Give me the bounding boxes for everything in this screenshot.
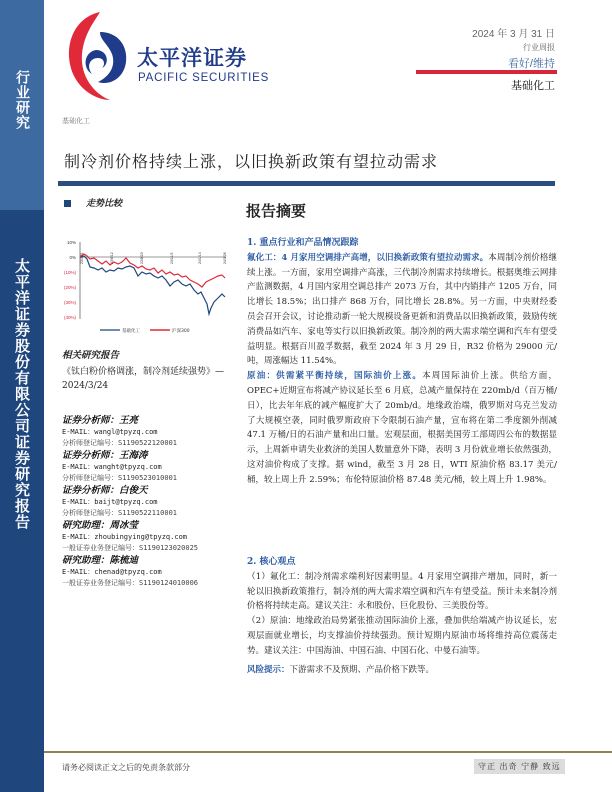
- rating-label: 看好/维持: [507, 58, 555, 70]
- company-logo: [60, 10, 310, 102]
- sidebar-category-label: 行业研究: [14, 70, 30, 130]
- analyst-entry: [62, 449, 240, 484]
- analyst-registration: 分析师登记编号：S1190523010001: [62, 474, 178, 482]
- paragraph-body: 本周制冷剂价格继续上涨。一方面，家用空调排产高涨，三代制冷剂需求持续增长。根据奥维云网排产监测数据，4 月国内家用空调总排产 2073 万台，其中内销排产 1205 万台，同比增长 18.5%；出口排产 868 万台，同比增长 28.8%。另一方面，中央财经委员会召开会议，讨论推动新一轮大规模设备更新和消费品以旧换新政策，鼓励传统消费品如汽车、家电等实行以旧换新政策。制冷剂的两大需求端空调和汽车有望受益明显。根据百川盈孚数据，截至 2024 年 3 月 29 日，R32 价格为 29000 元/吨，周涨幅达 11.54%。: [247, 252, 557, 367]
- footer-divider: [44, 751, 612, 753]
- related-report-link[interactable]: 《钛白粉价格调涨，制冷剂延续强势》—2024/3/24: [62, 367, 225, 391]
- related-reports-title: 相关研究报告: [62, 350, 120, 361]
- y-tick: (10%): [63, 270, 76, 275]
- analyst-name: 证券分析师：王海涛: [62, 450, 148, 461]
- analyst-registration: 一般证券业务登记编号：S1190124010006: [62, 579, 199, 587]
- footer-motto: 守正 出奇 宁静 致远: [474, 759, 565, 774]
- report-date: 2024 年 3 月 31 日: [472, 29, 555, 40]
- paragraph-lead: 氟化工：4 月家用空调排产高增，以旧换新政策有望拉动需求。: [247, 252, 489, 263]
- report-type: 行业周报: [523, 43, 555, 52]
- analyst-registration: 分析师登记编号：S1190522110001: [62, 509, 178, 517]
- risk-lead: 风险提示：: [247, 664, 290, 675]
- paragraph-lead: 原油：供需紧平衡持续，国际油价上涨。: [247, 371, 423, 382]
- y-tick: 0%: [69, 255, 76, 260]
- header-divider: [416, 70, 557, 74]
- analyst-name: 证券分析师：王亮: [62, 415, 139, 426]
- analyst-email[interactable]: E-MAIL：baijt@tpyzq.com: [62, 498, 158, 506]
- x-tick: 23/8/23: [140, 252, 144, 264]
- sector-label: 基础化工: [511, 79, 555, 92]
- breadcrumb: 基础化工: [62, 117, 90, 125]
- analyst-entry: [62, 484, 240, 519]
- legend-label-csi300: 沪深300: [172, 329, 190, 334]
- risk-body: 下游需求不及预期、产品价格下跌等。: [289, 664, 435, 675]
- y-tick: 10%: [66, 240, 76, 245]
- title-divider: [58, 181, 555, 186]
- series-csi300: [80, 254, 225, 287]
- page-title: 制冷剂价格持续上涨，以旧换新政策有望拉动需求: [64, 152, 439, 171]
- analyst-email[interactable]: E-MAIL：zhoubingying@tpyzq.com: [62, 533, 188, 541]
- section-heading: 1. 重点行业和产品情况跟踪: [247, 238, 359, 248]
- chart-legend: [60, 324, 240, 336]
- view-crude-oil: （2）原油：地缘政治局势紧张推动国际油价上涨，叠加供给端减产协议延长，宏观层面就业增长，均支撑油价持续强劲。预计短期内原油市场将维持高位震荡走势。建议关注：中国海油、中国石油、中国石化、中曼石油等。: [247, 616, 557, 656]
- logo-emblem-icon: [60, 10, 140, 102]
- legend-label-sector: 基础化工: [122, 329, 140, 334]
- analyst-name: 研究助理：陈梳迪: [62, 555, 139, 566]
- risk-warning: [247, 663, 557, 678]
- x-tick: 24/1/14: [198, 252, 202, 264]
- y-axis-labels: [64, 240, 77, 320]
- x-tick: 24/3/26: [223, 252, 227, 264]
- trend-chart: [60, 232, 240, 332]
- analyst-name: 证券分析师：白俊天: [62, 485, 148, 496]
- y-tick: (30%): [63, 300, 76, 305]
- brand-name-cn: 太平洋证券: [137, 46, 247, 70]
- paragraph-fluorochem: [247, 251, 557, 369]
- summary-section-1: [247, 236, 557, 488]
- section-heading: 2. 核心观点: [247, 557, 296, 567]
- brand-name-en: PACIFIC SECURITIES: [138, 72, 270, 84]
- footer-disclaimer: 请务必阅读正文之后的免责条款部分: [62, 763, 190, 772]
- x-tick: 23/6/12: [110, 252, 114, 264]
- paragraph-crude-oil: [247, 369, 557, 487]
- analyst-entry: [62, 414, 240, 449]
- sidebar-company-label: 太平洋证券股份有限公司证券研究报告: [13, 258, 31, 530]
- analyst-entry: [62, 519, 240, 554]
- summary-title: 报告摘要: [246, 202, 307, 220]
- analyst-entry: [62, 554, 240, 589]
- summary-section-2: [247, 555, 557, 677]
- analyst-email[interactable]: E-MAIL：wanght@tpyzq.com: [62, 463, 162, 471]
- x-tick: 23/3/31: [80, 252, 84, 264]
- y-tick: (20%): [63, 285, 76, 290]
- trend-title: 走势比较: [86, 199, 123, 209]
- analyst-registration: 一般证券业务登记编号：S1190123020025: [62, 544, 199, 552]
- y-tick: (40%): [63, 315, 76, 320]
- analyst-registration: 分析师登记编号：S1190522120001: [62, 439, 178, 447]
- x-axis-labels: [80, 252, 227, 264]
- square-bullet-icon: [64, 200, 71, 207]
- view-fluorochem: （1）氟化工：制冷剂需求端利好因素明显。4 月家用空调排产增加，同时，新一轮以旧换新政策推行，制冷剂的两大需求端空调和汽车有望受益。预计未来制冷剂价格将持续走高。建议关注：永和股份、巨化股份、三美股份等。: [247, 571, 557, 612]
- analyst-email[interactable]: E-MAIL：chenad@tpyzq.com: [62, 568, 162, 576]
- analyst-email[interactable]: E-MAIL：wangl@tpyzq.com: [62, 428, 158, 436]
- paragraph-body: 本周国际油价上涨。供给方面，OPEC+近期宣布将减产协议延长至 6 月底，总减产量保持在 220mb/d（百万桶/日），比去年年底的减产幅度扩大了 20mb/d。地缘政治端，俄罗斯对乌克兰发动了大规模空袭，同时俄罗斯政府下令限制石油产量，宣布将在第二季度额外削减 47.1 万桶/日的石油产量和出口量。宏观层面，根据美国劳工部周四公布的数据显示，上周新申请失业救济的美国人数量意外下降，表明 3 月份就业增长依然强劲，这对油价构成了支撑。据 wind，截至 3 月 28 日，WTI 原油价格 83.17 美元/桶，较上周上升 2.59%；布伦特原油价格 87.48 美元/桶，较上周上升 1.98%。: [247, 371, 557, 485]
- analyst-name: 研究助理：周冰莹: [62, 520, 139, 531]
- x-tick: 23/11/3: [170, 252, 174, 264]
- analyst-list: [62, 414, 240, 589]
